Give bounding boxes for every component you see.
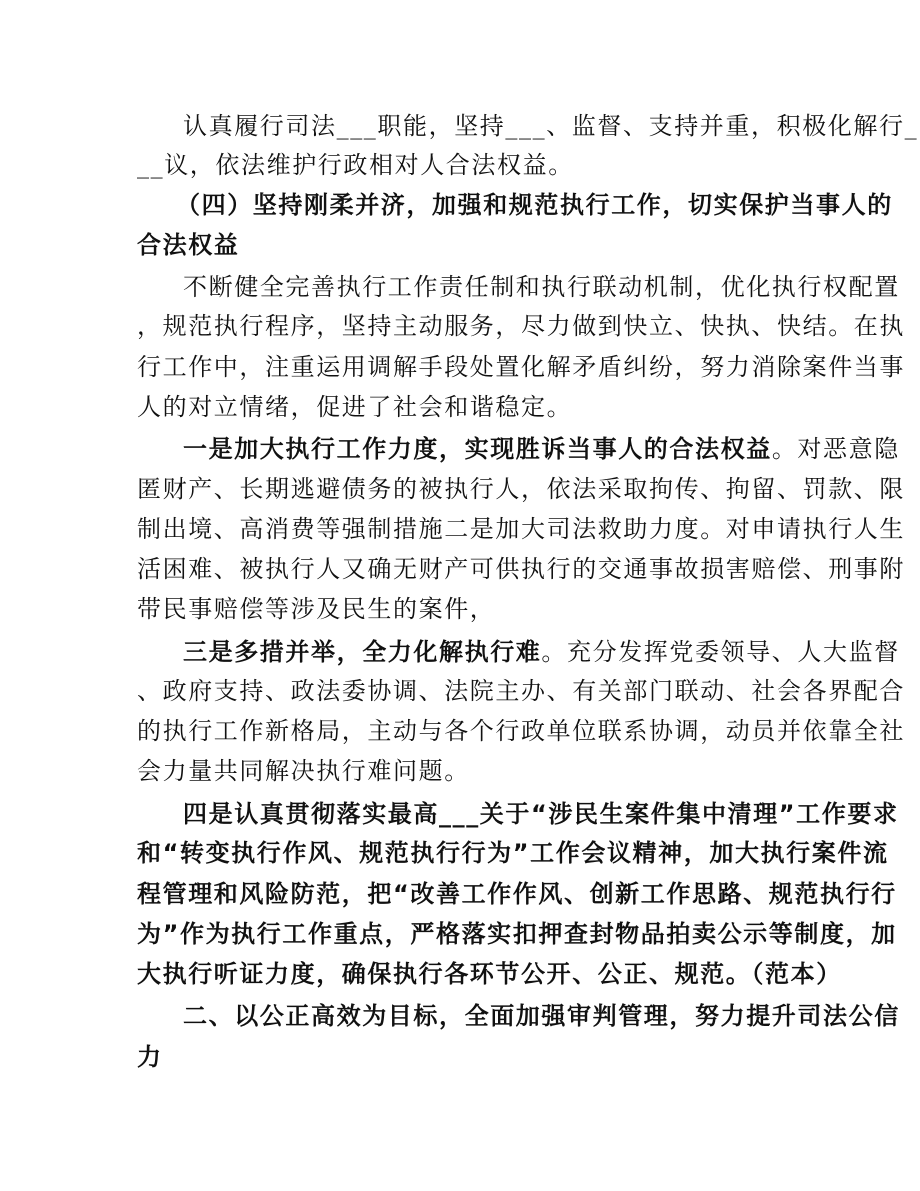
paragraph-3-line-2: 匿财产、长期逃避债务的被执行人，依法采取拘传、拘留、罚款、限: [137, 475, 905, 503]
paragraph-3-line-1-rest: 。对恶意隐: [771, 435, 900, 463]
paragraph-2-line-3: 行工作中，注重运用调解手段处置化解矛盾纠纷，努力消除案件当事: [137, 353, 905, 381]
paragraph-3-line-3: 制出境、高消费等强制措施二是加大司法救助力度。对申请执行人生: [137, 515, 905, 543]
paragraph-4-lead: 三是多措并举，全力化解执行难: [183, 638, 542, 666]
paragraph-3-line-5: 带民事赔偿等涉及民生的案件，: [137, 595, 496, 623]
paragraph-2-line-4: 人的对立情绪，促进了社会和谐稳定。: [137, 393, 573, 421]
paragraph-5-line-4: 为”作为执行工作重点，严格落实扣押查封物品拍卖公示等制度，加: [137, 920, 897, 948]
paragraph-1-line-2: __议，依法维护行政相对人合法权益。: [137, 151, 574, 179]
paragraph-2-line-1: 不断健全完善执行工作责任制和执行联动机制，优化执行权配置: [183, 273, 900, 301]
paragraph-5-line-2: 和“转变执行作风、规范执行行为”工作会议精神，加大执行案件流: [137, 839, 889, 867]
paragraph-3-line-4: 活困难、被执行人又确无财产可供执行的交通事故损害赔偿、刑事附: [137, 555, 905, 583]
paragraph-2-line-2: ，规范执行程序，坚持主动服务，尽力做到快立、快执、快结。在执: [137, 312, 905, 340]
paragraph-5-line-1: 四是认真贯彻落实最高___关于“涉民生案件集中清理”工作要求: [183, 800, 899, 828]
paragraph-3-line-1: [183, 434, 900, 464]
paragraph-5-line-3: 程管理和风险防范，把“改善工作作风、创新工作思路、规范执行行: [137, 880, 897, 908]
paragraph-4-line-1-rest: 。充分发挥党委领导、人大监督: [541, 638, 900, 666]
paragraph-5-line-5: 大执行听证力度，确保执行各环节公开、公正、规范。（范本）: [137, 960, 842, 988]
paragraph-4-line-3: 的执行工作新格局，主动与各个行政单位联系协调，动员并依靠全社: [137, 717, 905, 745]
section-heading-4-line-2: 合法权益: [137, 231, 240, 259]
paragraph-3-lead: 一是加大执行工作力度，实现胜诉当事人的合法权益: [183, 435, 772, 463]
paragraph-4-line-1: [183, 637, 900, 667]
paragraph-4-line-2: 、政府支持、政法委协调、法院主办、有关部门联动、社会各界配合: [137, 677, 905, 705]
section-heading-4-line-1: （四）坚持刚柔并济，加强和规范执行工作，切实保护当事人的: [176, 191, 893, 219]
paragraph-1-line-1: 认真履行司法___职能，坚持___、监督、支持并重，积极化解行_: [183, 112, 919, 140]
section-heading-2-line-1: 二、以公正高效为目标，全面加强审判管理，努力提升司法公信: [183, 1002, 900, 1030]
paragraph-4-line-4: 会力量共同解决执行难问题。: [137, 757, 470, 785]
section-heading-2-line-2: 力: [137, 1043, 163, 1071]
